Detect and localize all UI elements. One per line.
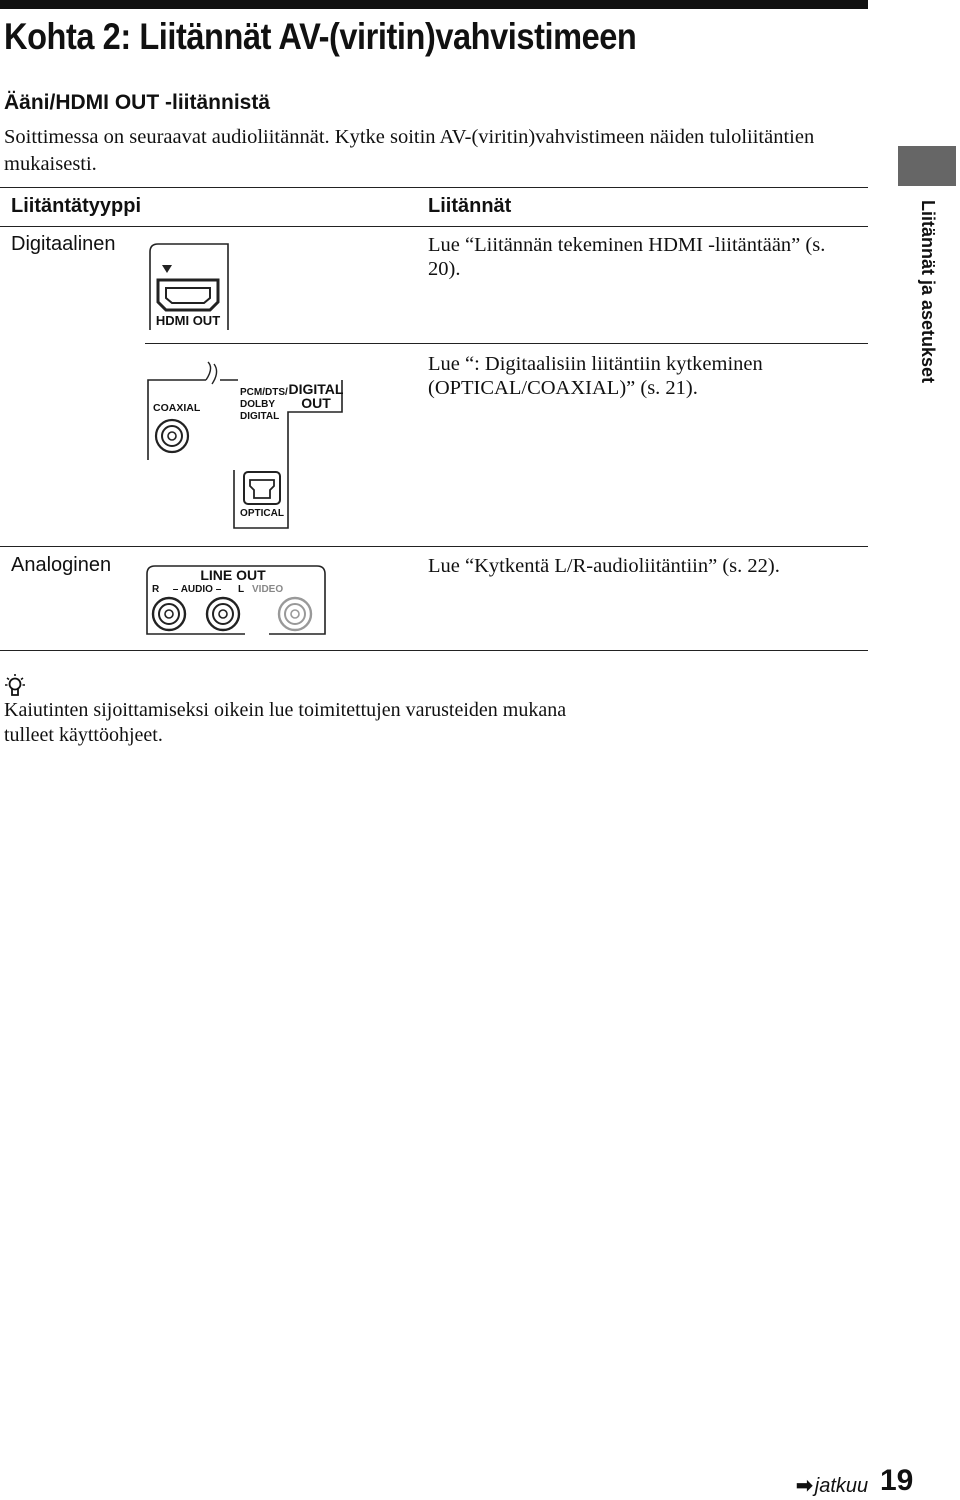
sidebar-section-label: Liitännät ja asetukset xyxy=(918,200,938,384)
audio-l-label: L xyxy=(238,584,245,595)
table-inner-rule xyxy=(145,343,868,344)
video-label: VIDEO xyxy=(252,584,284,595)
intro-paragraph: Soittimessa on seuraavat audioliitännät. Kytke soitin AV-(viritin)vahvistimeen näiden tuloliitäntien mukaisesti. xyxy=(4,126,815,175)
connection-text-hdmi: Lue “Liitännän tekeminen HDMI -liitäntään” (s. 20). xyxy=(428,234,826,280)
hdmi-out-diagram xyxy=(148,240,232,332)
line-out-diagram xyxy=(145,562,329,640)
digital-out-label-line1: DIGITAL xyxy=(288,381,344,397)
table-bottom-rule xyxy=(0,650,868,651)
continue-indicator xyxy=(796,1473,868,1498)
page-number: 19 xyxy=(880,1464,914,1497)
table-row-rule xyxy=(0,546,868,547)
row-type-digital: Digitaalinen xyxy=(11,233,116,255)
pcm-label-line3: DIGITAL xyxy=(240,411,280,422)
top-rule-bar xyxy=(0,0,868,9)
table-top-rule xyxy=(0,187,868,188)
column-header-connections: Liitännät xyxy=(428,195,512,217)
arrow-right-icon: ➡ xyxy=(796,1475,813,1497)
pcm-label-line2: DOLBY xyxy=(240,399,275,410)
page-title: Kohta 2: Liitännät AV-(viritin)vahvistimeen xyxy=(4,16,637,57)
digital-out-diagram xyxy=(146,360,346,532)
connection-text-digital: Lue “: Digitaalisiin liitäntiin kytkeminen (OPTICAL/COAXIAL)” (s. 21). xyxy=(428,353,763,399)
line-out-label: LINE OUT xyxy=(200,567,266,583)
audio-label: – AUDIO – xyxy=(172,584,222,595)
column-header-type: Liitäntätyyppi xyxy=(11,195,142,217)
sidebar-section-tab xyxy=(898,146,956,186)
audio-r-label: R xyxy=(152,584,160,595)
hdmi-out-label: HDMI OUT xyxy=(155,313,221,328)
row-type-analog: Analoginen xyxy=(11,554,112,576)
pcm-label-line1: PCM/DTS/ xyxy=(240,387,288,398)
optical-label: OPTICAL xyxy=(240,508,284,519)
tip-text: Kaiutinten sijoittamiseksi oikein lue toimitettujen varusteiden mukana tulleet käyttöohjeet. xyxy=(4,699,567,746)
digital-out-label-line2: OUT xyxy=(301,395,331,411)
coaxial-label: COAXIAL xyxy=(153,402,201,414)
table-header-rule xyxy=(0,226,868,227)
connection-text-analog: Lue “Kytkentä L/R-audioliitäntiin” (s. 22). xyxy=(428,555,780,577)
section-subheading: Ääni/HDMI OUT -liitännistä xyxy=(4,91,271,114)
continue-label: jatkuu xyxy=(814,1475,869,1497)
lightbulb-icon xyxy=(4,672,26,698)
triangle-marker-icon xyxy=(162,265,172,273)
